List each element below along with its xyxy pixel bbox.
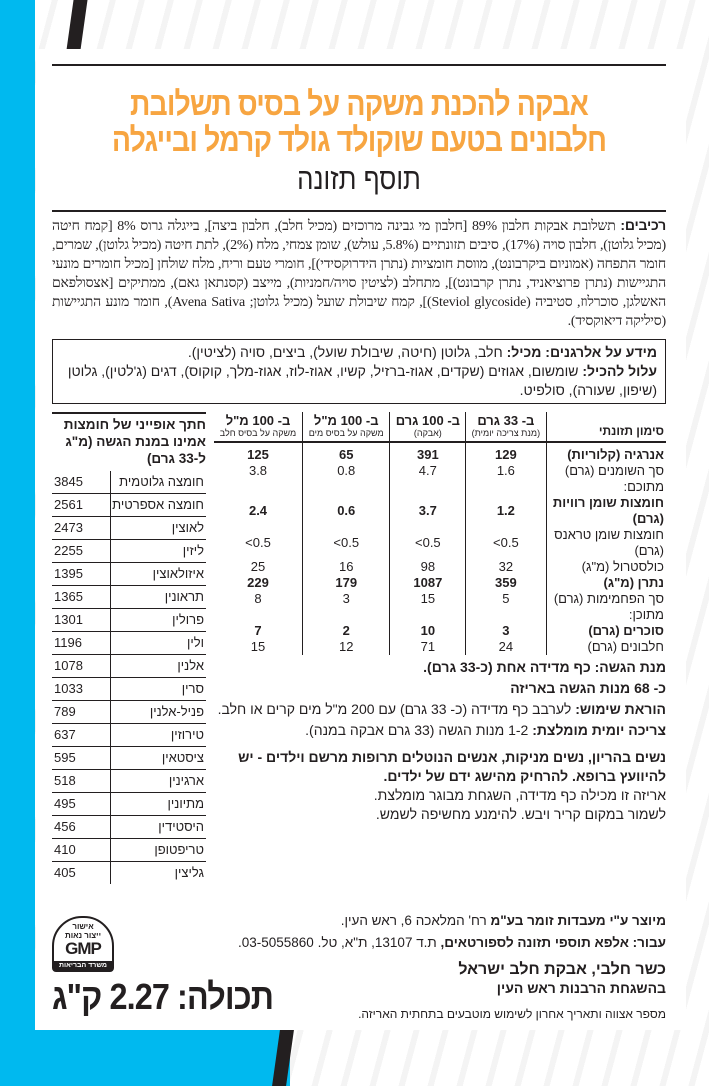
amino-row bbox=[52, 586, 206, 609]
product-subtitle: תוסף תזונה bbox=[297, 163, 421, 196]
ingredients bbox=[52, 216, 666, 331]
nutrient-value: 71 bbox=[390, 639, 466, 655]
gmp-middle: ייצור נאות bbox=[64, 931, 101, 940]
amino-row bbox=[52, 724, 206, 747]
amino-row bbox=[52, 770, 206, 793]
nutrient-value: 10 bbox=[390, 623, 466, 639]
amino-row bbox=[52, 655, 206, 678]
usage-label: הוראת שימוש: bbox=[575, 701, 666, 717]
amino-row bbox=[52, 862, 206, 885]
amino-name: ארגינין bbox=[110, 770, 206, 793]
warnings bbox=[214, 748, 666, 824]
nutrient-value: 179 bbox=[303, 575, 390, 591]
nutrient-value: 15 bbox=[250, 639, 266, 654]
column-title: ב- 100 גרם bbox=[395, 413, 460, 428]
nutrition-row bbox=[214, 527, 666, 559]
amino-name: ליזין bbox=[110, 540, 206, 563]
nutrition-row bbox=[214, 479, 666, 495]
amino-name: טירוזין bbox=[110, 724, 206, 747]
amino-row bbox=[52, 563, 206, 586]
contains-text: חלב, גלוטן (חיטה, שיבולת שועל), ביצים, סויה (לציטין). bbox=[187, 344, 507, 360]
column-subtitle: משקה על בסיס מים bbox=[308, 428, 384, 438]
may-contain-text: שומשום, אגוזים (שקדים, אגוז-ברזיל, קשיו, אגוז-לוז, אגוז-מלך, קוקוס), דגים (ג'לטין), גלוטן (שיפון, שעורה), סולפיט. bbox=[67, 363, 657, 398]
nutrient-value: 1.6 bbox=[466, 463, 546, 479]
nutrition-column-header bbox=[214, 412, 303, 442]
blue-bottom-band bbox=[0, 1030, 290, 1086]
amino-value: 1196 bbox=[52, 632, 110, 655]
batch-note: מספר אצווה ותאריך אחרון לשימוש מוטבעים בתחתית האריזה. bbox=[358, 1007, 666, 1021]
nutrient-value: 3 bbox=[303, 591, 390, 607]
amino-row bbox=[52, 747, 206, 770]
nutrient-value: 359 bbox=[466, 575, 546, 591]
gmp-badge-icon bbox=[52, 916, 114, 972]
gmp-bottom: משרד הבריאות bbox=[54, 961, 112, 970]
amino-value: 595 bbox=[52, 747, 110, 770]
servings-per-pack: כ- 68 מנות הגשה באריזה bbox=[510, 680, 666, 696]
maker-label: מיוצר ע"י מעבדות זומר בע"מ bbox=[490, 913, 666, 928]
nutrient-label: מתוכם: bbox=[546, 479, 666, 495]
amino-name: ציסטאין bbox=[110, 747, 206, 770]
gmp-logo: GMP bbox=[65, 939, 101, 958]
for-address: ת.ד 13107, ת"א, טל. 03-5055860. bbox=[237, 935, 441, 950]
amino-acid-section bbox=[52, 412, 206, 884]
nutrient-value: 5 bbox=[466, 591, 546, 607]
nutrient-value: 2 bbox=[303, 623, 390, 639]
nutrient-value bbox=[466, 479, 546, 495]
amino-row bbox=[52, 609, 206, 632]
amino-value: 1395 bbox=[52, 563, 110, 586]
nutrient-label: חלבונים (גרם) bbox=[546, 639, 666, 655]
amino-name: תראונין bbox=[110, 586, 206, 609]
nutrition-row bbox=[214, 639, 666, 655]
nutrition-table bbox=[214, 412, 666, 655]
nutrient-value: 229 bbox=[247, 575, 269, 590]
nutrient-value bbox=[214, 607, 303, 623]
amino-name: לאוצין bbox=[110, 517, 206, 540]
amino-name: חומצה אספרטית bbox=[110, 494, 206, 517]
amino-value: 1301 bbox=[52, 609, 110, 632]
ingredients-label: רכיבים: bbox=[620, 217, 667, 233]
column-subtitle: (אבקה) bbox=[413, 428, 442, 438]
nutrition-column-header bbox=[466, 412, 546, 442]
nutrient-value: 12 bbox=[303, 639, 390, 655]
nutrition-row bbox=[214, 463, 666, 479]
column-title: ב- 33 גרם bbox=[477, 413, 535, 428]
amino-value: 2561 bbox=[52, 494, 110, 517]
nutrition-section bbox=[214, 412, 666, 884]
nutrient-value bbox=[214, 479, 303, 495]
nutrient-value bbox=[390, 479, 466, 495]
nutrient-value: 16 bbox=[303, 559, 390, 575]
nutrition-row bbox=[214, 623, 666, 639]
label-content bbox=[52, 64, 666, 884]
nutrient-label: אנרגיה (קלוריות) bbox=[546, 442, 666, 463]
amino-row bbox=[52, 839, 206, 862]
top-rule bbox=[52, 64, 666, 66]
nutrient-label: כולסטרול (מ"ג) bbox=[546, 559, 666, 575]
nutrition-header-label: סימון תזונתי bbox=[546, 412, 666, 442]
net-weight: תכולה: 2.27 ק"ג bbox=[52, 976, 274, 1017]
subtitle-rule bbox=[52, 210, 666, 212]
nutrient-value: 3 bbox=[466, 623, 546, 639]
nutrient-value: 1.2 bbox=[466, 495, 546, 527]
nutrient-label: סוכרים (גרם) bbox=[546, 623, 666, 639]
amino-name: חומצה גלוטמית bbox=[110, 471, 206, 494]
nutrient-label: נתרן (מ"ג) bbox=[546, 575, 666, 591]
amino-value: 2255 bbox=[52, 540, 110, 563]
amino-name: היסטידין bbox=[110, 816, 206, 839]
nutrition-row bbox=[214, 495, 666, 527]
amino-value: 789 bbox=[52, 701, 110, 724]
amino-row bbox=[52, 701, 206, 724]
amino-name: גליצין bbox=[110, 862, 206, 885]
nutrient-value: 0.8 bbox=[303, 463, 390, 479]
nutrient-value: 24 bbox=[466, 639, 546, 655]
amino-value: 1033 bbox=[52, 678, 110, 701]
column-title: ב- 100 מ"ל bbox=[313, 413, 379, 428]
nutrient-label: סך הפחמימות (גרם) bbox=[546, 591, 666, 607]
amino-name: אלנין bbox=[110, 655, 206, 678]
distributor bbox=[52, 932, 666, 954]
contains-label: מכיל: bbox=[506, 344, 542, 360]
amino-row bbox=[52, 540, 206, 563]
nutrient-label: מתוכן: bbox=[546, 607, 666, 623]
daily-intake bbox=[214, 720, 666, 740]
amino-name: סרין bbox=[110, 678, 206, 701]
nutrient-value: 391 bbox=[390, 442, 466, 463]
amino-value: 495 bbox=[52, 793, 110, 816]
nutrient-value: 32 bbox=[466, 559, 546, 575]
column-title: ב- 100 מ"ל bbox=[225, 413, 291, 428]
nutrition-row bbox=[214, 559, 666, 575]
nutrition-row bbox=[214, 442, 666, 463]
kosher-line-2: בהשגחת הרבנות ראש העין bbox=[496, 980, 666, 996]
nutrient-value: 1087 bbox=[390, 575, 466, 591]
nutrient-value: 98 bbox=[390, 559, 466, 575]
nutrient-value: 4.7 bbox=[390, 463, 466, 479]
allergen-contains bbox=[59, 343, 657, 362]
amino-row bbox=[52, 517, 206, 540]
kosher-line-1: כשר חלבי, אבקת חלב ישראל bbox=[458, 961, 666, 978]
nutrient-value: 15 bbox=[390, 591, 466, 607]
amino-value: 456 bbox=[52, 816, 110, 839]
nutrient-value: 0.6 bbox=[303, 495, 390, 527]
amino-title: חתך אופייני של חומצות אמינו במנת הגשה (מ"ג ל-33 גרם) bbox=[52, 412, 206, 471]
nutrient-value: 0.5> bbox=[303, 527, 390, 559]
serving-size: מנת הגשה: כף מדידה אחת (כ-33 גרם). bbox=[423, 659, 666, 675]
warning-bold: נשים בהריון, נשים מניקות, אנשים הנוטלים תרופות מרשם וילדים - יש להיוועץ ברופא. להרחיק מהישג ידם של ילדים. bbox=[238, 749, 666, 784]
amino-row bbox=[52, 632, 206, 655]
nutrient-value: 65 bbox=[303, 442, 390, 463]
nutrient-value: 125 bbox=[247, 447, 269, 462]
amino-name: פרולין bbox=[110, 609, 206, 632]
column-subtitle: (מנת צריכה יומית) bbox=[471, 428, 541, 438]
nutrition-row bbox=[214, 591, 666, 607]
scoop-note: אריזה זו מכילה כף מדידה, השגחת מבוגר מומלצת. bbox=[373, 787, 666, 803]
amino-name: ולין bbox=[110, 632, 206, 655]
nutrient-value: 0.5> bbox=[390, 527, 466, 559]
amino-value: 2473 bbox=[52, 517, 110, 540]
amino-row bbox=[52, 471, 206, 494]
amino-name: מתיונין bbox=[110, 793, 206, 816]
nutrient-label: סך השומנים (גרם) bbox=[546, 463, 666, 479]
serving-notes bbox=[214, 657, 666, 740]
amino-value: 405 bbox=[54, 865, 76, 880]
nutrient-label: חומצות שומן טראנס (גרם) bbox=[546, 527, 666, 559]
nutrient-value: 0.5> bbox=[466, 527, 546, 559]
nutrient-value: 0.5> bbox=[245, 535, 271, 550]
title-line-1: אבקה להכנת משקה על בסיס תשלובת bbox=[130, 85, 588, 122]
amino-row bbox=[52, 793, 206, 816]
nutrition-column-header bbox=[390, 412, 466, 442]
nutrient-value: 25 bbox=[250, 559, 266, 574]
amino-row bbox=[52, 494, 206, 517]
amino-value: 1365 bbox=[52, 586, 110, 609]
nutrition-header-row bbox=[214, 412, 666, 442]
nutrient-value: 2.4 bbox=[248, 503, 268, 518]
may-contain-label: עלול להכיל: bbox=[582, 363, 657, 379]
nutrient-value bbox=[466, 607, 546, 623]
for-label: עבור: אלפא תוספי תזונה לספורטאים, bbox=[440, 935, 666, 950]
blue-side-band bbox=[0, 0, 35, 1086]
nutrition-row bbox=[214, 607, 666, 623]
amino-value: 1078 bbox=[52, 655, 110, 678]
nutrient-value bbox=[303, 479, 390, 495]
main-row bbox=[52, 412, 666, 884]
column-subtitle: משקה על בסיס חלב bbox=[219, 428, 297, 438]
nutrition-body bbox=[214, 442, 666, 655]
daily-text: 1-2 מנות הגשה (33 גרם אבקה במנה). bbox=[305, 722, 533, 738]
nutrient-value: 8 bbox=[254, 591, 262, 606]
maker-address: רח' המלאכה 6, ראש העין. bbox=[340, 913, 491, 928]
ingredients-text: תשלובת אבקות חלבון 89% [חלבון מי גבינה מרוכזים (מכיל חלב), חלבון ביצה], בייגלה גרוס 8% [קמח חיטה (מכיל גלוטן), חלבון סויה (17%), סיבים תזונתיים (5.8%, עולש), שומן צמחי, מלח (2%), לתת חיטה (מכיל גלוטן), שמרים, חומר התפחה (אמוניום ביקרבונט), מווסת חומציות (נתרן הידרוקסידי)], חומרי טעם וריח, מלח שולחן [מכיל חומרים מונעי התגיישות (נתרן פרוציאניד, נתרן קרבונט)], מתחלב (לציטין סויה/חמניות), מייצב (קסנתאן גאם), ממתיקים [אצסולפאם האשלגן, סוכרלוז, סטיביה (Steviol glycoside)], קמח שיבולת שועל (מכיל גלוטן; Avena Sativa), חומר מונע התגיישות (סיליקה דיאוקסיד). bbox=[52, 219, 666, 329]
nutrient-value: 129 bbox=[466, 442, 546, 463]
amino-value: 3845 bbox=[52, 471, 110, 494]
allergen-may-contain bbox=[59, 362, 657, 400]
amino-name: איזולאוצין bbox=[110, 563, 206, 586]
amino-name: טריפטופן bbox=[110, 839, 206, 862]
amino-value: 518 bbox=[52, 770, 110, 793]
nutrient-value: 3.7 bbox=[390, 495, 466, 527]
amino-row bbox=[52, 816, 206, 839]
footer bbox=[52, 910, 666, 1021]
nutrition-row bbox=[214, 575, 666, 591]
product-title bbox=[95, 86, 623, 158]
nutrient-value: 3.8 bbox=[248, 463, 268, 478]
daily-label: צריכה יומית מומלצת: bbox=[532, 722, 666, 738]
nutrition-column-header bbox=[303, 412, 390, 442]
amino-value: 410 bbox=[52, 839, 110, 862]
title-line-2: חלבונים בטעם שוקולד גולד קרמל ובייגלה bbox=[111, 121, 607, 158]
usage-instructions bbox=[214, 699, 666, 719]
storage-note: לשמור במקום קריר ויבש. להימנע מחשיפה לשמש. bbox=[375, 806, 666, 822]
amino-name: פניל-אלנין bbox=[110, 701, 206, 724]
amino-row bbox=[52, 678, 206, 701]
nutrient-value bbox=[390, 607, 466, 623]
usage-text: לערבב כף מדידה (כ- 33 גרם) עם 200 מ"ל מים קרים או חלב. bbox=[217, 701, 576, 717]
allergen-box bbox=[52, 339, 666, 404]
nutrient-value bbox=[303, 607, 390, 623]
nutrient-value: 7 bbox=[254, 623, 262, 638]
manufacturer bbox=[52, 910, 666, 932]
amino-value: 637 bbox=[52, 724, 110, 747]
allergen-title: מידע על אלרגנים: bbox=[545, 344, 657, 360]
gmp-top: אישור bbox=[72, 922, 94, 931]
nutrient-label: חומצות שומן רוויות (גרם) bbox=[546, 495, 666, 527]
amino-table bbox=[52, 471, 206, 884]
